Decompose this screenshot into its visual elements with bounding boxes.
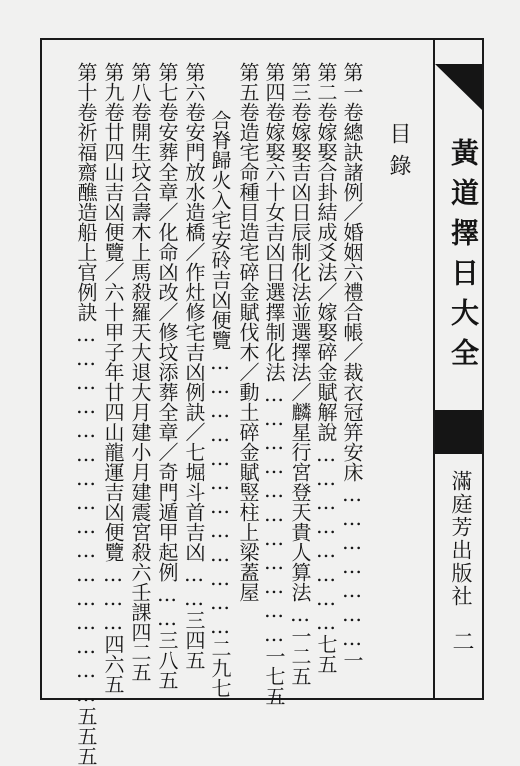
toc-title: 祈福齋醮造船上官例訣…………………………………………五五五 <box>74 122 98 766</box>
book-title: 黃道擇日大全 <box>447 138 480 378</box>
toc-title: 嫁娶六十女吉凶日選擇制化法……………………………一七五 <box>262 122 286 706</box>
toc-title: 安葬全章／化命凶改／修坟添葬全章／奇門遁甲起例……三八五 <box>155 122 179 690</box>
page-number: 二 <box>449 630 474 652</box>
toc-volume: 第九卷 <box>101 62 125 122</box>
toc-volume: 第三卷 <box>288 62 312 122</box>
toc-volume: 第八卷 <box>128 62 152 122</box>
corner-triangle-ornament <box>435 64 482 110</box>
toc-entry <box>288 62 312 686</box>
toc-title: 嫁娶合卦結成爻法／嫁娶碎金賦解說……………………七五 <box>314 122 338 674</box>
toc-entry <box>340 62 364 670</box>
toc-entry <box>74 62 98 766</box>
toc-volume: 第十卷 <box>74 62 98 122</box>
toc-volume: 第一卷 <box>340 62 364 122</box>
toc-volume: 第五卷 <box>236 62 260 122</box>
toc-heading: 目錄 <box>386 122 411 186</box>
toc-volume: 第二卷 <box>314 62 338 122</box>
black-bar-ornament <box>435 410 482 454</box>
toc-volume: 第六卷 <box>182 62 206 122</box>
toc-entry <box>155 62 179 690</box>
side-divider <box>433 40 435 698</box>
toc-entry <box>128 62 152 682</box>
toc-entry <box>262 62 286 706</box>
toc-title: 嫁娶吉凶日辰制化法並選擇法／麟星行宮登天貴人算法…一二五 <box>288 122 312 686</box>
toc-title: 合脊歸火入宅安砱吉凶便覽………………………………二九七 <box>208 110 232 698</box>
toc-title: 安門放水造橋／作灶修宅吉凶例訣／七堀斗首吉凶……三四五 <box>182 122 206 670</box>
toc-entry <box>101 62 125 694</box>
toc-entry <box>314 62 338 674</box>
toc-volume: 第四卷 <box>262 62 286 122</box>
toc-entry-continuation <box>208 110 232 698</box>
toc-volume: 第七卷 <box>155 62 179 122</box>
toc-title: 開生坟合壽木上馬殺羅天大退大月建小月建震宮殺六壬課四二五 <box>128 122 152 682</box>
publisher-name: 滿庭芳出版社 <box>449 470 473 608</box>
toc-entry <box>236 62 260 602</box>
toc-title: 總訣諸例／婚姻六禮合帳／裁衣冠笄安床…………………一 <box>340 122 364 670</box>
toc-title: 廿四山吉凶便覽／六十甲子年廿四山龍運吉凶便覽………四六五 <box>101 122 125 694</box>
toc-title: 造宅命種目造宅碎金賦伐木／動土碎金賦竪柱上梁蓋屋 <box>236 122 260 602</box>
toc-entry <box>182 62 206 670</box>
